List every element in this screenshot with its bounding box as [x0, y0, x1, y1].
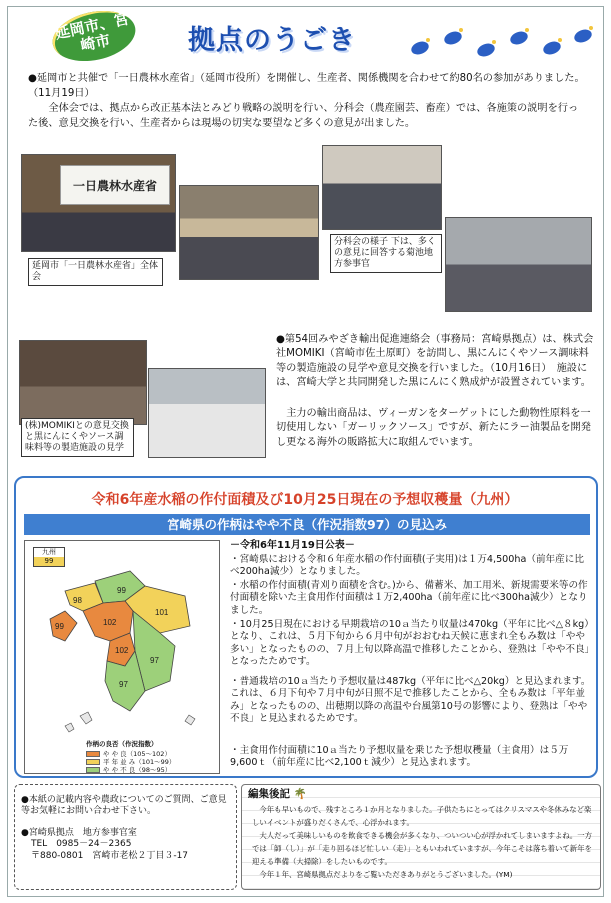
- map-value-label: 99: [55, 622, 64, 631]
- crop-box-subtitle: 宮崎県の作柄はやや不良（作況指数97）の見込み: [24, 514, 590, 535]
- contact-address: 〒880-0801 宮崎市老松２丁目３-17: [31, 850, 189, 861]
- article2-para2: 主力の輸出商品は、ヴィーガンをターゲットにした動物性原料を一切使用しない「ガーリックソース」ですが、新たにラー油製品を開発し更なる海外の販路拡大に取組んでいます。: [276, 408, 591, 448]
- caption-momiki: (株)MOMIKIとの意見交換と黒にんにくやソース調味料等の製造施設の見学: [21, 418, 134, 457]
- outer-islands: [65, 712, 195, 732]
- photo-official: [445, 217, 592, 312]
- contact-box: [14, 784, 237, 890]
- map-svg: [25, 541, 219, 741]
- contact-org: ●宮崎県拠点 地方参事官室: [21, 827, 137, 838]
- crop-date-line: －令和6年11月19日公表－: [230, 540, 355, 551]
- crop-bullet-3: ・10月25日現在における早期栽培の10ａ当たり収量は470kg（平年に比べ△８kg）となり、これは、５月下旬から６月中旬がおおむね天候に恵まれ全もみ数は「やや多い」となったものの、７月上旬以降高温で推移したことから、登熟は「やや不良」となったためです。: [230, 619, 590, 667]
- map-value-label: 102: [115, 646, 129, 655]
- page-title: 拠点のうごき: [188, 25, 356, 56]
- crop-box-title: 令和6年産水稲の作付面積及び10月25日現在の予想収穫量（九州）: [91, 492, 519, 508]
- map-legend: [86, 740, 176, 774]
- palm-tree-icon: 🌴: [293, 788, 307, 800]
- crop-bullet-4: ・普通栽培の10ａ当たり予想収量は487kg（平年に比べ△20kg）と見込まれます。これは、６月下旬や７月中旬が日照不足で推移したことから、全もみ数は「平年並み」となったものの、出穂期以降の高温や台風第10号の影響により、登熟は「やや不良」と見込まれるためです。: [230, 676, 591, 724]
- legend-item: [86, 750, 176, 758]
- photo-venue: [21, 154, 176, 252]
- map-value-label: 102: [103, 618, 117, 627]
- legend-swatch: [86, 767, 100, 773]
- legend-label: 平 年 並 み（101～99）: [103, 758, 176, 766]
- afterword-title-text: 編集後記: [248, 788, 290, 800]
- caption-plenary: 延岡市「一日農林水産省」全体会: [28, 258, 163, 286]
- article1-para2: 全体会では、拠点から改正基本法とみどり戦略の説明を行い、分科会（農産園芸、畜産）では、各施策の説明を行った後、意見交換を行い、生産者からは現場の切実な要望など多くの意見が出ました。: [28, 103, 579, 129]
- legend-label: や や 良（105～102）: [103, 750, 171, 758]
- kyushu-map: [24, 540, 220, 774]
- article2-para1: ●第54回みやざき輸出促進連絡会（事務局：宮崎県拠点）は、株式会社MOMIKI（宮崎市佐土原町）を訪問し、黒にんにくやソース調味料等の製造施設の見学や意見交換を行いました。（10月16日） 施設には、宮崎大学と共同開発した黒にんにく熟成炉が設置されています。: [276, 334, 594, 389]
- legend-title: 作柄の良否（作況指数）: [86, 740, 158, 748]
- crop-bullet-1: ・宮崎県における令和６年産水稲の作付面積(子実用)は１万4,500ha（前年産に比べ200ha減少）となりました。: [230, 554, 584, 578]
- map-value-label: 97: [150, 656, 159, 665]
- contact-note: ●本紙の記載内容や農政についてのご質問、ご意見等お気軽にお問い合わせ下さい。: [21, 795, 227, 817]
- contact-tel: TEL 0985－24－2365: [31, 839, 132, 850]
- map-value-label: 97: [119, 680, 128, 689]
- map-region-value: 99: [34, 557, 64, 566]
- photo-audience: [179, 185, 319, 280]
- legend-item: [86, 766, 176, 774]
- map-value-label: 101: [155, 608, 169, 617]
- legend-swatch: [86, 751, 100, 757]
- photo-breakout: [322, 145, 442, 230]
- crop-bullet-5: ・主食用作付面積に10ａ当たり予想収量を乗じた予想収穫量（主食用）は５万9,600ｔ（前年産に比べ2,100ｔ減少）と見込まれます。: [230, 745, 569, 769]
- legend-swatch: [86, 759, 100, 765]
- map-value-label: 99: [117, 586, 126, 595]
- article1-para1: ●延岡市と共催で「一日農林水産省」（延岡市役所）を開催し、生産者、関係機関を合わせて約80名の参加がありました。（11月19日）: [28, 73, 585, 99]
- legend-label: や や 不 良（98～95）: [103, 766, 172, 774]
- afterword-title: [248, 786, 307, 801]
- afterword-line-1: 今年も早いもので、残すところ１か月となりました。子供たちにとってはクリスマスや冬休みなど楽しいイベントが盛りだくさんで、心浮かれます。: [252, 805, 592, 827]
- photo-banner: 一日農林水産省: [60, 165, 170, 205]
- afterword-line-2: 大人だって美味しいものを飲食できる機会が多くなり、ついつい心が浮かれてしまいますよね。一方では「師（し）」が「走り回るほど忙しい（走）」ともいわれていますが、今年こそは落ち着いて新年を迎える準備（大掃除）をしたいものです。: [252, 831, 592, 866]
- legend-item: [86, 758, 176, 766]
- afterword-line-3: 今年１年、宮崎県拠点だよりをご覧いただきありがとうございました。(YM): [259, 870, 513, 879]
- photo-factory: [148, 368, 266, 458]
- caption-breakout: 分科会の様子 下は、多くの意見に回答する菊池地方参事官: [330, 234, 442, 273]
- crop-bullet-2: ・水稲の作付面積(青刈り面積を含む。)から、備蓄米、加工用米、新規需要米等の作付面積を除いた主食用作付面積は１万2,400ha（前年産に比べ300ha減少）となりました。: [230, 580, 588, 616]
- map-value-label: 98: [73, 596, 82, 605]
- photo-meeting: [19, 340, 147, 425]
- location-badge: 延岡市、宮崎市: [48, 4, 140, 68]
- footprints-icon: [398, 18, 598, 62]
- map-region-label: 九州: [42, 548, 56, 556]
